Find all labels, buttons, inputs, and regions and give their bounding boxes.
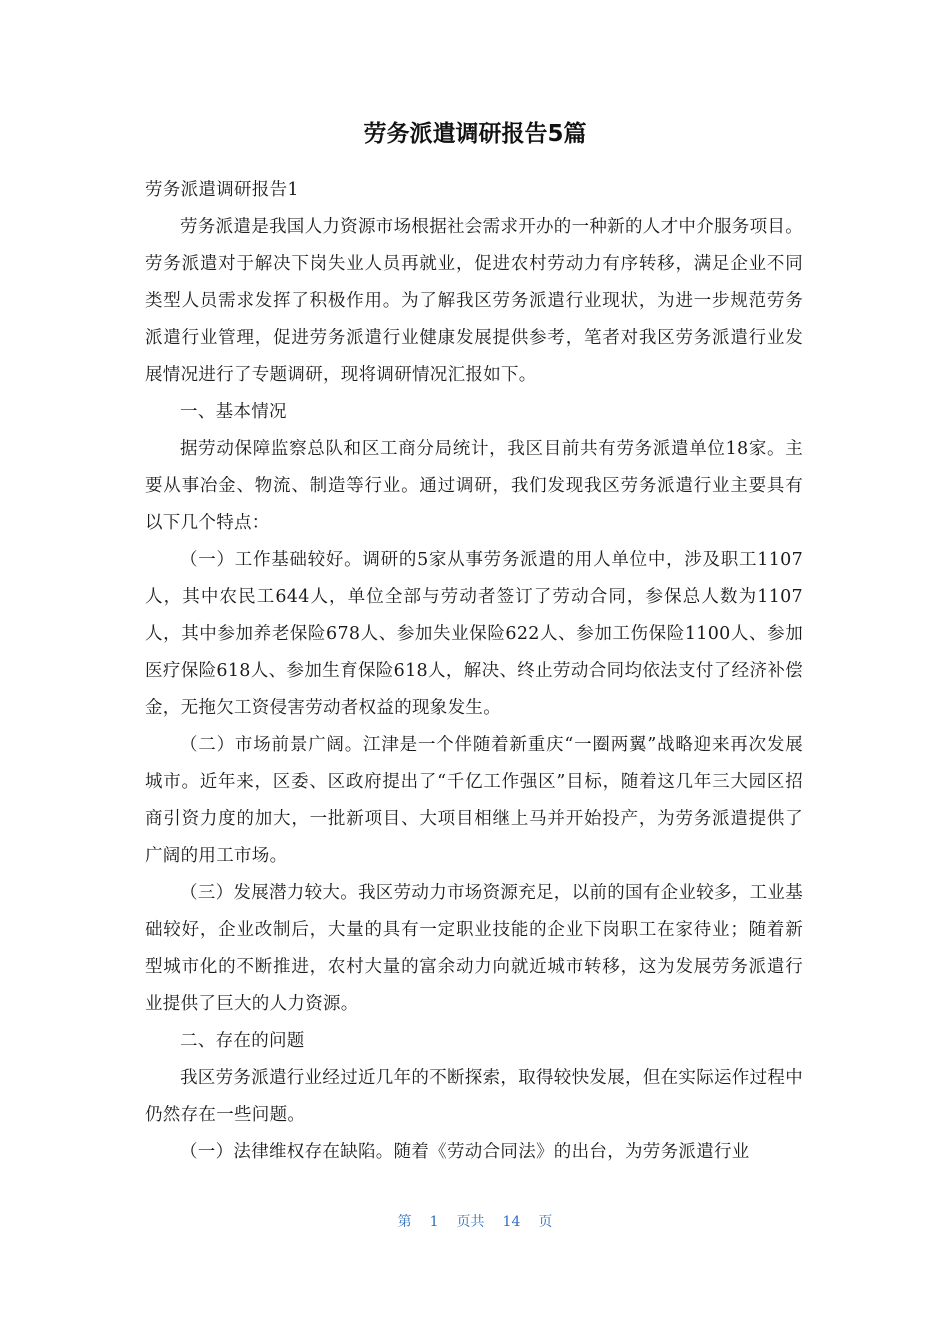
footer-page-number: 1 <box>429 1214 439 1230</box>
paragraph-problems-intro: 我区劳务派遣行业经过近几年的不断探索，取得较快发展，但在实际运作过程中仍然存在一些问题。 <box>145 1068 803 1125</box>
footer-total-pages: 14 <box>502 1214 521 1230</box>
footer-page-label-pre: 第 <box>397 1214 412 1230</box>
paragraph-statistics: 据劳动保障监察总队和区工商分局统计，我区目前共有劳务派遣单位18家。主要从事冶金、物流、制造等行业。通过调研，我们发现我区劳务派遣行业主要具有以下几个特点： <box>145 439 803 533</box>
paragraph-intro: 劳务派遣是我国人力资源市场根据社会需求开办的一种新的人才中介服务项目。劳务派遣对于解决下岗失业人员再就业，促进农村劳动力有序转移，满足企业不同类型人员需求发挥了积极作用。为了解我区劳务派遣行业现状，为进一步规范劳务派遣行业管理，促进劳务派遣行业健康发展提供参考，笔者对我区劳务派遣行业发展情况进行了专题调研，现将调研情况汇报如下。 <box>145 217 803 385</box>
section-heading-report-1: 劳务派遣调研报告1 <box>145 180 299 200</box>
footer-page-label-post: 页 <box>538 1214 553 1230</box>
document-body <box>145 172 803 1171</box>
page-footer <box>0 1210 950 1234</box>
document-title: 劳务派遣调研报告5篇 <box>363 121 587 147</box>
paragraph-problem-1: （一）法律维权存在缺陷。随着《劳动合同法》的出台，为劳务派遣行业 <box>180 1142 750 1162</box>
paragraph-feature-2: （二）市场前景广阔。江津是一个伴随着新重庆“一圈两翼”战略迎来再次发展城市。近年来，区委、区政府提出了“千亿工作强区”目标，随着这几年三大园区招商引资力度的加大，一批新项目、大项目相继上马并开始投产，为劳务派遣提供了广阔的用工市场。 <box>145 735 803 866</box>
section-heading-problems: 二、存在的问题 <box>180 1031 305 1051</box>
paragraph-feature-3: （三）发展潜力较大。我区劳动力市场资源充足，以前的国有企业较多，工业基础较好，企业改制后，大量的具有一定职业技能的企业下岗职工在家待业；随着新型城市化的不断推进，农村大量的富余动力向就近城市转移，这为发展劳务派遣行业提供了巨大的人力资源。 <box>145 883 803 1014</box>
footer-page-label-mid: 页共 <box>456 1214 485 1230</box>
paragraph-feature-1: （一）工作基础较好。调研的5家从事劳务派遣的用人单位中，涉及职工1107人，其中农民工644人，单位全部与劳动者签订了劳动合同，参保总人数为1107人，其中参加养老保险678人、参加失业保险622人、参加工伤保险1100人、参加医疗保险618人、参加生育保险618人，解决、终止劳动合同均依法支付了经济补偿金，无拖欠工资侵害劳动者权益的现象发生。 <box>145 550 803 718</box>
section-heading-basic-situation: 一、基本情况 <box>180 402 287 422</box>
